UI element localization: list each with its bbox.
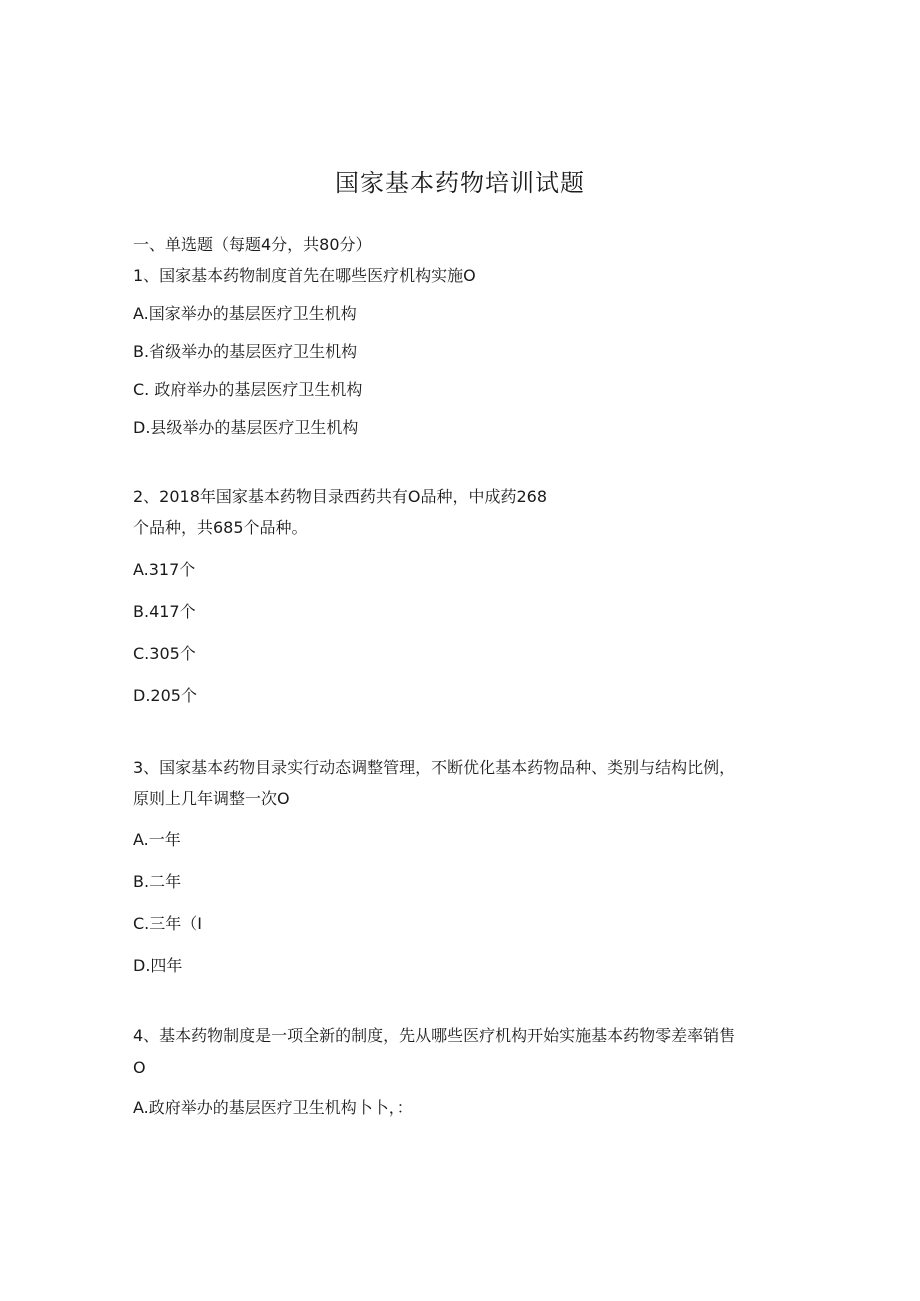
question-2-option-b: B.417个 xyxy=(133,602,196,621)
document-title: 国家基本药物培训试题 xyxy=(335,169,585,197)
question-3-option-d: D.四年 xyxy=(133,956,183,975)
question-1-option-d: D.县级举办的基层医疗卫生机构 xyxy=(133,418,359,437)
question-2-stem-line-2: 个品种，共685个品种。 xyxy=(133,518,308,537)
question-3-stem-line-2: 原则上几年调整一次O xyxy=(133,789,290,808)
question-3-option-b: B.二年 xyxy=(133,872,182,891)
question-3-stem-line-1: 3、国家基本药物目录实行动态调整管理，不断优化基本药物品种、类别与结构比例， xyxy=(133,758,736,777)
question-1-option-c: C. 政府举办的基层医疗卫生机构 xyxy=(133,380,363,399)
question-4-option-a: A.政府举办的基层医疗卫生机构卜卜，： xyxy=(133,1098,413,1117)
question-2-option-c: C.305个 xyxy=(133,644,196,663)
question-3-option-c: C.三年（I xyxy=(133,914,202,933)
question-1-option-a: A.国家举办的基层医疗卫生机构 xyxy=(133,304,357,323)
question-3-option-a: A.一年 xyxy=(133,830,181,849)
question-4-stem-line-2: O xyxy=(133,1058,146,1077)
question-1-stem: 1、国家基本药物制度首先在哪些医疗机构实施O xyxy=(133,266,476,285)
question-2-option-a: A.317个 xyxy=(133,560,196,579)
question-2-option-d: D.205个 xyxy=(133,686,197,705)
question-1-option-b: B.省级举办的基层医疗卫生机构 xyxy=(133,342,358,361)
section-heading: 一、单选题（每题4分，共80分） xyxy=(133,235,372,254)
question-2-stem-line-1: 2、2018年国家基本药物目录西药共有O品种，中成药268 xyxy=(133,487,548,506)
question-4-stem-line-1: 4、基本药物制度是一项全新的制度，先从哪些医疗机构开始实施基本药物零差率销售 xyxy=(133,1026,736,1045)
